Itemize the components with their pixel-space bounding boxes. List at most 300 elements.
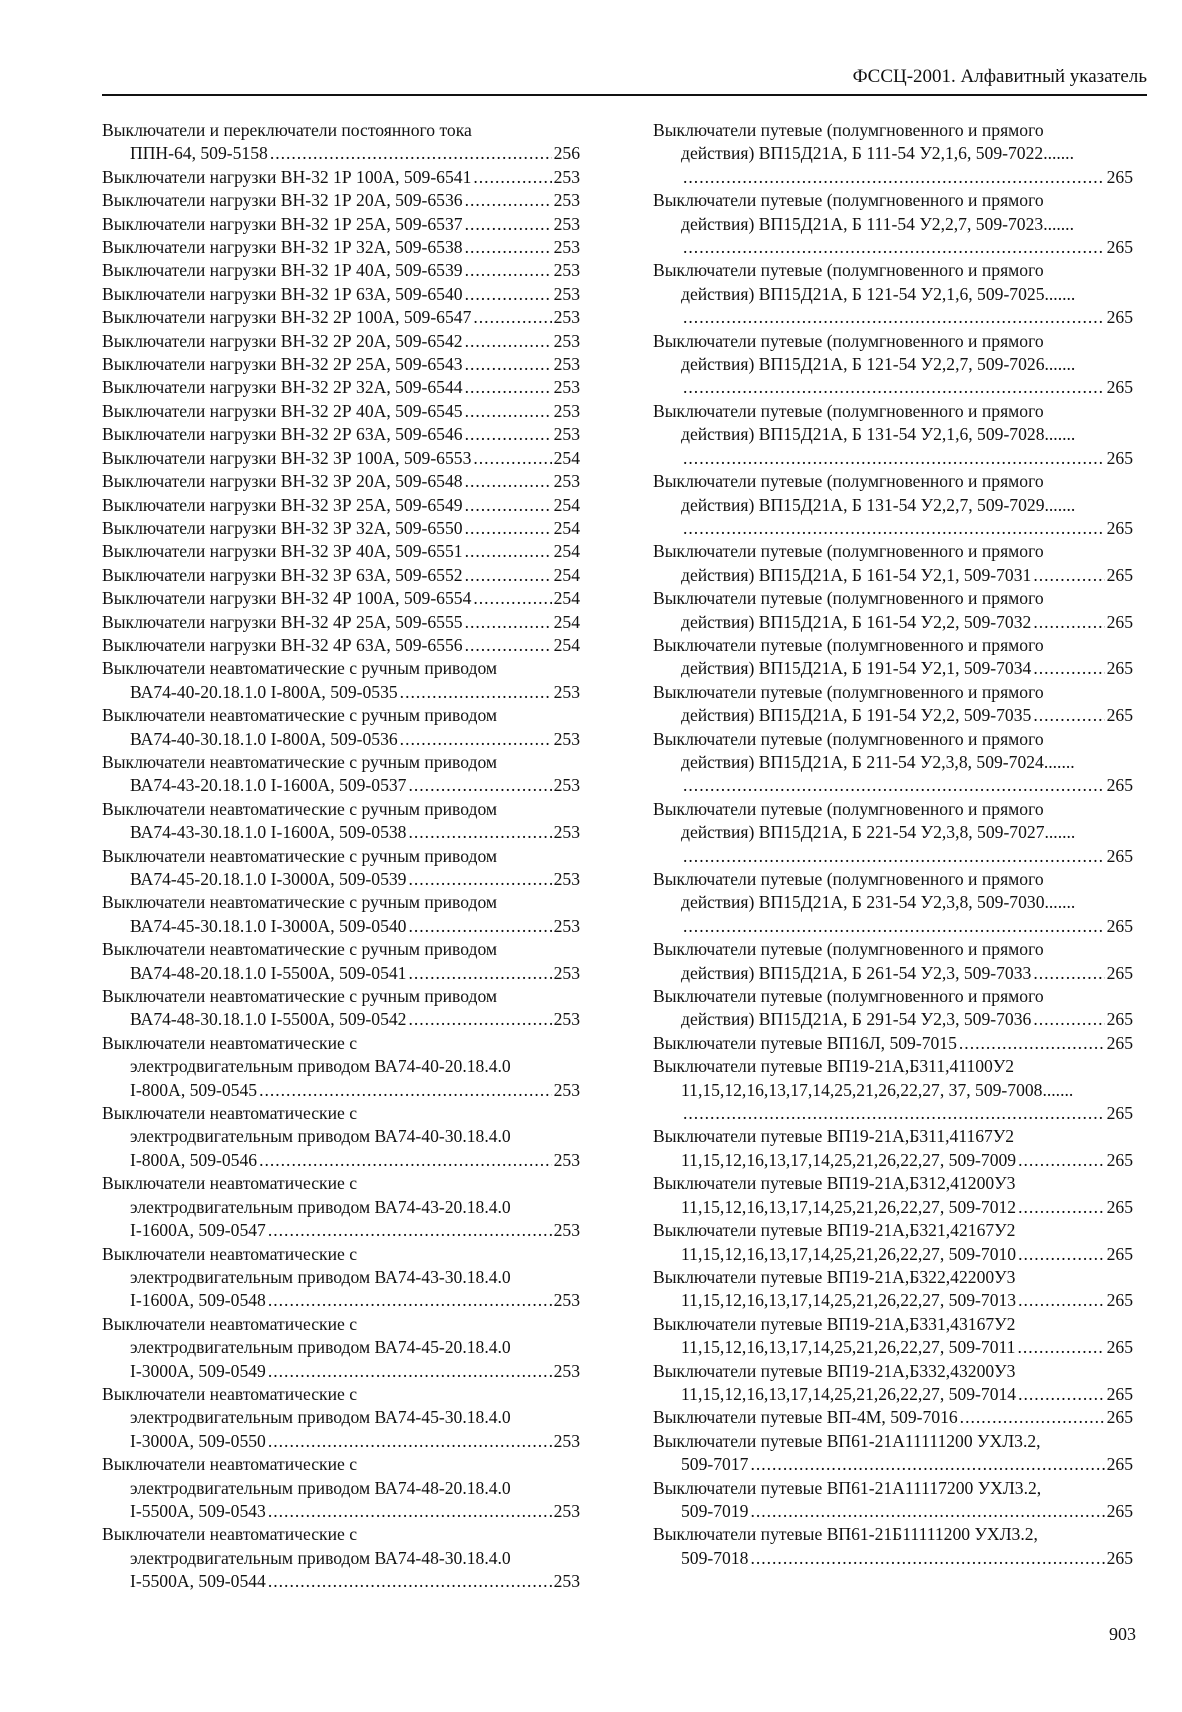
index-entry-text: действия) ВП15Д21А, Б 121-54 У2,2,7, 509-7026....... [681,354,1076,375]
dot-leader [473,306,551,329]
index-entry-page: 253 [553,1149,580,1170]
dot-leader [465,213,552,236]
index-entry-text: Выключатели нагрузки ВН-32 3Р 25А, 509-6549 [102,494,463,515]
index-entry-text: Выключатели путевые ВП61-21А11117200 УХЛ3.2, [653,1477,1042,1498]
dot-leader [683,376,1105,399]
index-entry-page: 265 [1106,1243,1133,1264]
dot-leader [683,1102,1105,1125]
index-entry-page: 253 [553,1571,580,1592]
dot-leader [268,1360,552,1383]
index-entry-text: Выключатели путевые (полумгновенного и прямого [653,588,1044,609]
index-entry-text: 11,15,12,16,13,17,14,25,21,26,22,27, 509-7014 [681,1383,1017,1404]
index-entry-text: Выключатели неавтоматические с [102,1313,358,1334]
index-entry-text: ВА74-40-20.18.1.0 I-800А, 509-0535 [130,681,398,702]
index-entry-page: 254 [553,564,580,585]
index-entry-last-line [102,634,580,657]
index-entry-page: 254 [553,517,580,538]
index-entry-last-line [102,470,580,493]
index-entry-page: 253 [553,775,580,796]
index-entry-text: ВА74-48-30.18.1.0 I-5500А, 509-0542 [130,1009,407,1030]
index-entry [653,1125,1133,1172]
dot-leader [1018,1196,1105,1219]
index-entry-text: Выключатели нагрузки ВН-32 2Р 20А, 509-6542 [102,330,463,351]
index-entry-text: Выключатели путевые (полумгновенного и прямого [653,728,1044,749]
index-entry-page: 265 [1106,166,1133,187]
index-entry [102,985,580,1032]
index-entry-last-line [102,1219,580,1242]
dot-leader [465,634,552,657]
index-entry [653,1406,1133,1429]
index-entry-text: Выключатели нагрузки ВН-32 1Р 40А, 509-6539 [102,260,463,281]
index-entry-text: Выключатели путевые (полумгновенного и прямого [653,541,1044,562]
dot-leader [408,962,551,985]
index-entry-text: действия) ВП15Д21А, Б 291-54 У2,3, 509-7036 [681,1009,1032,1030]
index-entry-page: 254 [553,588,580,609]
index-entry-text: Выключатели нагрузки ВН-32 3Р 20А, 509-6548 [102,471,463,492]
dot-leader [465,236,552,259]
index-entry-last-line [653,236,1133,259]
dot-leader [683,166,1105,189]
index-entry [653,470,1133,540]
index-entry-last-line [653,1406,1133,1429]
index-entry [102,751,580,798]
index-entry-text: Выключатели неавтоматические с [102,1173,358,1194]
index-entry-page: 265 [1106,377,1133,398]
index-entry [102,540,580,563]
index-entry [653,330,1133,400]
index-entry-text: Выключатели путевые ВП16Л, 509-7015 [653,1032,957,1053]
index-entry-text: Выключатели путевые (полумгновенного и прямого [653,634,1044,655]
dot-leader [465,564,552,587]
index-entry-text: Выключатели нагрузки ВН-32 3Р 63А, 509-6552 [102,564,463,585]
index-entry-last-line [102,1430,580,1453]
index-entry-text: действия) ВП15Д21А, Б 261-54 У2,3, 509-7033 [681,962,1032,983]
dot-leader [268,1289,552,1312]
index-entry-page: 254 [553,611,580,632]
index-entry-text: Выключатели нагрузки ВН-32 2Р 40А, 509-6545 [102,400,463,421]
index-entry-last-line [653,962,1133,985]
index-entry-text: Выключатели неавтоматические с ручным приводом [102,705,498,726]
index-entry-page: 253 [553,962,580,983]
index-entry-last-line [102,283,580,306]
index-entry-last-line [653,1500,1133,1523]
index-entry-text: Выключатели нагрузки ВН-32 4Р 25А, 509-6555 [102,611,463,632]
index-entry-text: Выключатели нагрузки ВН-32 2Р 32А, 509-6544 [102,377,463,398]
index-entry-page: 265 [1106,775,1133,796]
index-entry-text: Выключатели нагрузки ВН-32 3Р 100А, 509-6553 [102,447,472,468]
index-entry-text: Выключатели неавтоматические с [102,1454,358,1475]
index-entry-last-line [102,400,580,423]
dot-leader [259,1149,552,1172]
index-entry-last-line [102,1008,580,1031]
index-entry-text: Выключатели путевые (полумгновенного и прямого [653,798,1044,819]
dot-leader [465,400,552,423]
dot-leader [465,611,552,634]
index-entry [102,119,580,166]
index-entry [653,259,1133,329]
index-entry-last-line [102,376,580,399]
dot-leader [268,1430,552,1453]
index-entry-last-line [653,774,1133,797]
index-entry-text: Выключатели путевые ВП19-21А,Б311,41167У2 [653,1126,1015,1147]
index-entry [653,1055,1133,1125]
index-entry-page: 265 [1106,1009,1133,1030]
index-entry-text: 11,15,12,16,13,17,14,25,21,26,22,27, 509-7009 [681,1149,1017,1170]
index-entry [102,1032,580,1102]
index-entry-text: Выключатели путевые ВП19-21А,Б332,43200У3 [653,1360,1016,1381]
index-entry-text: Выключатели неавтоматические с ручным приводом [102,845,498,866]
index-entry-text: действия) ВП15Д21А, Б 121-54 У2,1,6, 509-7025....... [681,283,1076,304]
index-entry-last-line [102,1079,580,1102]
index-entry-text: Выключатели неавтоматические с ручным приводом [102,892,498,913]
index-entry-page: 253 [553,354,580,375]
index-entry-text: Выключатели путевые (полумгновенного и прямого [653,400,1044,421]
index-entry [102,1172,580,1242]
dot-leader [750,1547,1104,1570]
index-entry [102,353,580,376]
dot-leader [473,166,551,189]
index-entry-page: 253 [553,1009,580,1030]
dot-leader [683,306,1105,329]
index-entry-text: I-3000А, 509-0549 [130,1360,266,1381]
dot-leader [473,447,551,470]
index-entry-last-line [102,517,580,540]
index-entry [102,891,580,938]
index-entry [653,1032,1133,1055]
dot-leader [683,236,1105,259]
index-entry-last-line [102,868,580,891]
index-entry-last-line [653,1383,1133,1406]
index-entry [102,330,580,353]
index-entry-page: 253 [553,377,580,398]
index-entry-last-line [102,166,580,189]
dot-leader [465,259,552,282]
index-entry-last-line [102,353,580,376]
index-entry-page: 253 [553,1220,580,1241]
index-entry-last-line [102,142,580,165]
index-entry-last-line [653,376,1133,399]
index-entry-text: Выключатели нагрузки ВН-32 1Р 20А, 509-6536 [102,190,463,211]
index-entry-page: 254 [553,541,580,562]
index-entry-text: I-5500А, 509-0543 [130,1500,266,1521]
dot-leader [408,821,551,844]
index-entry-last-line [653,1008,1133,1031]
index-entry-text: действия) ВП15Д21А, Б 211-54 У2,3,8, 509-7024....... [681,751,1075,772]
index-entry-last-line [653,915,1133,938]
dot-leader [408,915,551,938]
index-entry-text: электродвигательным приводом ВА74-48-20.18.4.0 [130,1477,511,1498]
index-entry-text: действия) ВП15Д21А, Б 161-54 У2,1, 509-7031 [681,564,1032,585]
index-entry-page: 265 [1106,1454,1133,1475]
index-entry-text: Выключатели нагрузки ВН-32 4Р 100А, 509-6554 [102,588,472,609]
index-entry-text: I-1600А, 509-0548 [130,1290,266,1311]
index-entry [102,423,580,446]
index-entry-text: Выключатели путевые (полумгновенного и прямого [653,939,1044,960]
index-entry-text: Выключатели и переключатели постоянного тока [102,120,472,140]
index-entry-last-line [102,681,580,704]
dot-leader [959,1032,1105,1055]
index-entry-text: Выключатели неавтоматические с [102,1383,358,1404]
index-entry-page: 265 [1106,1290,1133,1311]
index-entry-text: Выключатели путевые ВП61-21Б11111200 УХЛ3.2, [653,1524,1038,1545]
index-entry-text: Выключатели нагрузки ВН-32 1Р 100А, 509-6541 [102,166,472,187]
index-entry [102,938,580,985]
index-entry [102,1523,580,1593]
index-entry [653,1477,1133,1524]
index-entry [102,845,580,892]
index-entry [102,189,580,212]
index-entry [102,657,580,704]
index-entry-last-line [102,540,580,563]
running-header [102,62,1147,96]
index-entry-text: Выключатели путевые ВП61-21А11111200 УХЛ3.2, [653,1430,1041,1451]
index-entry-page: 253 [553,869,580,889]
index-entry-text: Выключатели нагрузки ВН-32 2Р 25А, 509-6543 [102,354,463,375]
index-entry-text: электродвигательным приводом ВА74-43-20.18.4.0 [130,1196,511,1217]
index-entry-text: действия) ВП15Д21А, Б 191-54 У2,2, 509-7035 [681,705,1032,726]
index-entry [102,517,580,540]
index-entry [102,587,580,610]
index-entry-text: электродвигательным приводом ВА74-43-30.18.4.0 [130,1266,511,1287]
index-entry [102,564,580,587]
index-entry [102,1243,580,1313]
index-entry [102,470,580,493]
dot-leader [259,1079,552,1102]
index-entry-last-line [102,189,580,212]
index-entry-last-line [653,1196,1133,1219]
index-entry [653,1523,1133,1570]
index-entry-page: 265 [1106,845,1133,866]
index-entry [653,728,1133,798]
index-entry [102,376,580,399]
index-entry-text: электродвигательным приводом ВА74-45-20.18.4.0 [130,1337,511,1358]
dot-leader [1018,1243,1105,1266]
index-entry-page: 253 [553,424,580,445]
index-entry-last-line [102,1289,580,1312]
index-entry-page: 254 [553,494,580,515]
index-entry [102,1102,580,1172]
index-entry-text: Выключатели нагрузки ВН-32 4Р 63А, 509-6556 [102,634,463,655]
index-entry-text: Выключатели путевые ВП19-21А,Б322,42200У3 [653,1266,1016,1287]
index-entry-text: ВА74-43-30.18.1.0 I-1600А, 509-0538 [130,822,407,843]
index-entry-text: электродвигательным приводом ВА74-40-30.18.4.0 [130,1126,511,1147]
index-entry [102,1313,580,1383]
index-entry-last-line [102,213,580,236]
index-entry [102,704,580,751]
index-entry-text: действия) ВП15Д21А, Б 131-54 У2,1,6, 509-7028....... [681,424,1076,445]
index-entry-last-line [102,494,580,517]
index-entry-last-line [653,1336,1133,1359]
index-entry-text: Выключатели нагрузки ВН-32 1Р 25А, 509-6537 [102,213,463,234]
index-entry-text: 509-7019 [681,1500,749,1521]
index-entry-last-line [653,1032,1133,1055]
index-entry-page: 265 [1106,1032,1133,1053]
index-entry-page: 265 [1106,237,1133,258]
index-entry-text: I-3000А, 509-0550 [130,1430,266,1451]
index-entry-page: 254 [553,447,580,468]
index-entry-text: ВА74-45-30.18.1.0 I-3000А, 509-0540 [130,915,407,936]
dot-leader [683,517,1105,540]
index-entry [102,611,580,634]
index-entry [653,1172,1133,1219]
index-entry-text: I-800А, 509-0545 [130,1079,258,1100]
index-entry-text: 11,15,12,16,13,17,14,25,21,26,22,27, 509-7010 [681,1243,1017,1264]
index-entry [102,494,580,517]
index-entry-text: 509-7017 [681,1454,749,1475]
index-entry-text: Выключатели неавтоматические с ручным приводом [102,798,498,819]
index-entry-text: электродвигательным приводом ВА74-48-30.18.4.0 [130,1547,511,1568]
index-entry-text: Выключатели неавтоматические с [102,1243,358,1264]
index-entry-last-line [653,845,1133,868]
index-entry-last-line [653,611,1133,634]
index-entry [653,681,1133,728]
dot-leader [1018,1383,1105,1406]
index-entry-last-line [102,447,580,470]
index-entry-text: действия) ВП15Д21А, Б 111-54 У2,1,6, 509-7022....... [681,143,1074,164]
index-entry [102,166,580,189]
index-entry-text: Выключатели путевые (полумгновенного и прямого [653,120,1044,140]
index-entry-last-line [653,1243,1133,1266]
index-entry-page: 253 [553,260,580,281]
index-entry-text: Выключатели неавтоматические с [102,1032,358,1053]
index-entry-page: 253 [553,1290,580,1311]
index-entry-page: 265 [1106,611,1133,632]
dot-leader [465,189,552,212]
index-entry [653,119,1133,189]
dot-leader [400,728,552,751]
index-entry [653,587,1133,634]
dot-leader [683,915,1105,938]
index-entry-text: 11,15,12,16,13,17,14,25,21,26,22,27, 509-7013 [681,1290,1017,1311]
index-entry-page: 253 [553,283,580,304]
index-entry-last-line [102,821,580,844]
index-entry-text: 11,15,12,16,13,17,14,25,21,26,22,27, 509-7011 [681,1337,1016,1358]
dot-leader [465,540,552,563]
dot-leader [1018,1289,1105,1312]
index-entry [102,1383,580,1453]
index-entry-page: 265 [1106,564,1133,585]
dot-leader [408,774,551,797]
index-entry-text: действия) ВП15Д21А, Б 161-54 У2,2, 509-7032 [681,611,1032,632]
index-entry-text: 11,15,12,16,13,17,14,25,21,26,22,27, 509-7012 [681,1196,1017,1217]
index-entry-text: Выключатели неавтоматические с [102,1524,358,1545]
index-entry-last-line [102,423,580,446]
index-entry [102,1453,580,1523]
dot-leader [268,1570,552,1593]
index-entry-last-line [653,1453,1133,1476]
index-entry-text: I-5500А, 509-0544 [130,1571,266,1592]
index-entry-text: Выключатели неавтоматические с ручным приводом [102,939,498,960]
index-entry-page: 253 [553,307,580,328]
index-entry-last-line [102,259,580,282]
index-entry [653,985,1133,1032]
index-entry-text: действия) ВП15Д21А, Б 191-54 У2,1, 509-7034 [681,658,1032,679]
index-entry-last-line [653,1102,1133,1125]
index-entry-text: ВА74-40-30.18.1.0 I-800А, 509-0536 [130,728,398,749]
dot-leader [465,494,552,517]
dot-leader [400,681,552,704]
index-entry-text: ВА74-45-20.18.1.0 I-3000А, 509-0539 [130,869,407,889]
index-entry-text: Выключатели нагрузки ВН-32 1Р 32А, 509-6538 [102,237,463,258]
index-entry-page: 265 [1106,307,1133,328]
dot-leader [1033,657,1104,680]
dot-leader [1033,962,1104,985]
index-entry-page: 253 [553,213,580,234]
index-entry-text: Выключатели путевые ВП19-21А,Б331,43167У2 [653,1313,1016,1334]
index-entry-last-line [102,962,580,985]
index-entry-text: Выключатели нагрузки ВН-32 2Р 100А, 509-6547 [102,307,472,328]
index-entry-page: 256 [553,143,580,164]
index-entry-page: 265 [1106,517,1133,538]
index-entry-last-line [102,728,580,751]
dot-leader [1033,564,1104,587]
dot-leader [465,470,552,493]
index-entry-page: 265 [1106,1500,1133,1521]
dot-leader [683,845,1105,868]
dot-leader [270,142,552,165]
index-entry-text: 509-7018 [681,1547,749,1568]
index-entry [102,400,580,423]
dot-leader [465,423,552,446]
dot-leader [408,1008,551,1031]
dot-leader [1033,1008,1104,1031]
index-entry-page: 253 [553,681,580,702]
index-entry-text: действия) ВП15Д21А, Б 231-54 У2,3,8, 509-7030....... [681,892,1076,913]
index-entry-page: 265 [1106,1103,1133,1124]
dot-leader [1017,1336,1104,1359]
index-entry-text: действия) ВП15Д21А, Б 131-54 У2,2,7, 509-7029....... [681,494,1076,515]
index-entry-text: I-1600А, 509-0547 [130,1220,266,1241]
index-entry [653,540,1133,587]
dot-leader [268,1500,552,1523]
index-entry [653,938,1133,985]
index-entry-page: 253 [553,190,580,211]
index-entry-text: электродвигательным приводом ВА74-40-20.18.4.0 [130,1056,511,1077]
index-entry [102,634,580,657]
index-entry-text: Выключатели путевые ВП19-21А,Б311,41100У2 [653,1056,1015,1077]
index-entry-text: 11,15,12,16,13,17,14,25,21,26,22,27, 37, 509-7008....... [681,1079,1074,1100]
index-entry-text: Выключатели путевые ВП-4М, 509-7016 [653,1407,958,1428]
index-column-right [653,119,1133,1570]
dot-leader [268,1219,552,1242]
index-entry-text: Выключатели путевые (полумгновенного и прямого [653,330,1044,351]
index-entry-last-line [653,447,1133,470]
index-entry-text: I-800А, 509-0546 [130,1149,258,1170]
index-entry-page: 265 [1106,705,1133,726]
index-entry-page: 253 [553,237,580,258]
dot-leader [465,517,552,540]
index-entry-page: 253 [553,1360,580,1381]
index-entry-text: Выключатели неавтоматические с [102,1103,358,1124]
index-entry [653,798,1133,868]
index-entry-last-line [102,1149,580,1172]
index-entry-last-line [102,1500,580,1523]
index-entry-last-line [653,564,1133,587]
index-entry [653,1360,1133,1407]
dot-leader [408,868,551,891]
index-entry-page: 265 [1106,915,1133,936]
index-entry-text: Выключатели путевые (полумгновенного и прямого [653,869,1044,889]
dot-leader [465,330,552,353]
index-column-left [102,119,580,1594]
header-title: ФССЦ-2001. Алфавитный указатель [852,66,1147,87]
index-entry-last-line [102,236,580,259]
index-entry-last-line [653,306,1133,329]
dot-leader [473,587,551,610]
dot-leader [750,1453,1104,1476]
index-entry-text: Выключатели нагрузки ВН-32 2Р 63А, 509-6546 [102,424,463,445]
index-entry-page: 253 [553,1079,580,1100]
